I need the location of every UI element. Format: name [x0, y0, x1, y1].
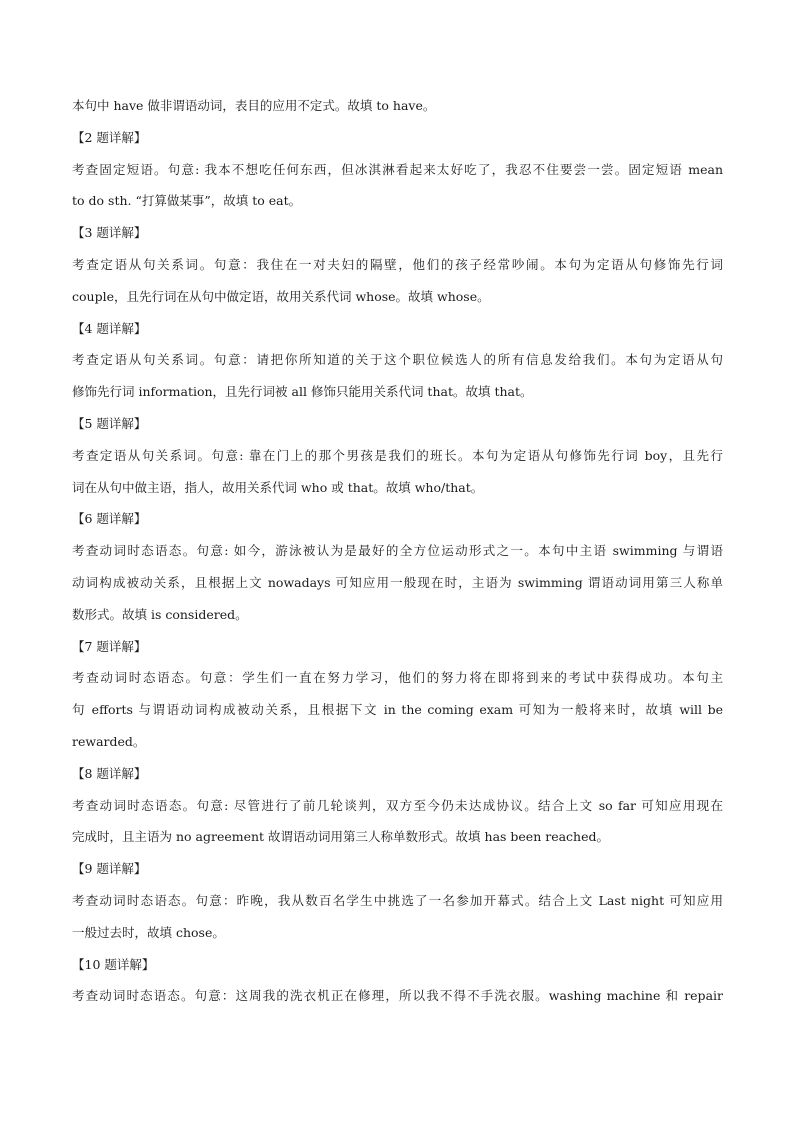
text-line: 一般过去时，故填 chose。	[72, 924, 225, 940]
text-line: 考查动词时态语态。句意: 尽管进行了前几轮谈判，双方至今仍未达成协议。结合上文 so far 可知应用现在	[72, 797, 723, 813]
section-heading: 【10 题详解】	[72, 956, 155, 972]
text-line: couple，且先行词在从句中做定语，故用关系代词 whose。故填 whose。	[72, 288, 490, 304]
section-heading: 【5 题详解】	[72, 415, 147, 431]
section-heading: 【2 题详解】	[72, 129, 147, 145]
section-heading: 【3 题详解】	[72, 225, 147, 241]
text-line: 考查动词时态语态。句意: 如今，游泳被认为是最好的全方位运动形式之一。本句中主语 swimming 与谓语	[72, 543, 723, 559]
text-line: to do sth. “打算做某事”，故填 to eat。	[72, 193, 302, 209]
text-line: 动词构成被动关系，且根据上文 nowadays 可知应用一般现在时，主语为 swimming 谓语动词用第三人称单	[72, 574, 723, 590]
text-line: 考查固定短语。句意: 我本不想吃任何东西，但冰淇淋看起来太好吃了，我忍不住要尝一尝。固定短语 mean	[72, 161, 723, 177]
text-line: 考查定语从句关系词。句意: 靠在门上的那个男孩是我们的班长。本句为定语从句修饰先行词 boy，且先行	[72, 447, 723, 463]
section-heading: 【7 题详解】	[72, 638, 147, 654]
text-line: 考查动词时态语态。句意：昨晚，我从数百名学生中挑选了一名参加开幕式。结合上文 Last night 可知应用	[72, 892, 723, 908]
answer-explanations	[72, 98, 723, 1020]
text-line: 句 efforts 与谓语动词构成被动关系，且根据下文 in the coming exam 可知为一般将来时，故填 will be	[72, 702, 723, 718]
section-heading: 【4 题详解】	[72, 320, 147, 336]
text-line: 考查动词时态语态。句意：这周我的洗衣机正在修理，所以我不得不手洗衣服。washing machine 和 repair	[72, 988, 723, 1004]
text-line: 完成时，且主语为 no agreement 故谓语动词用第三人称单数形式。故填 has been reached。	[72, 829, 610, 845]
text-line: 考查定语从句关系词。句意：请把你所知道的关于这个职位候选人的所有信息发给我们。本句为定语从句	[72, 352, 723, 368]
text-line: 考查动词时态语态。句意：学生们一直在努力学习，他们的努力将在即将到来的考试中获得成功。本句主	[72, 670, 723, 686]
text-line: 本句中 have 做非谓语动词，表目的应用不定式。故填 to have。	[72, 98, 436, 113]
text-line: rewarded。	[72, 733, 146, 749]
text-line: 词在从句中做主语，指人，故用关系代词 who 或 that。故填 who/that。	[72, 479, 484, 495]
text-line: 数形式。故填 is considered。	[72, 606, 248, 622]
text-line: 修饰先行词 information，且先行词被 all 修饰只能用关系代词 that。故填 that。	[72, 384, 533, 400]
text-line: 考查定语从句关系词。句意：我住在一对夫妇的隔壁，他们的孩子经常吵闹。本句为定语从句修饰先行词	[72, 256, 723, 272]
section-heading: 【9 题详解】	[72, 861, 147, 877]
section-heading: 【6 题详解】	[72, 511, 147, 527]
section-heading: 【8 题详解】	[72, 765, 147, 781]
